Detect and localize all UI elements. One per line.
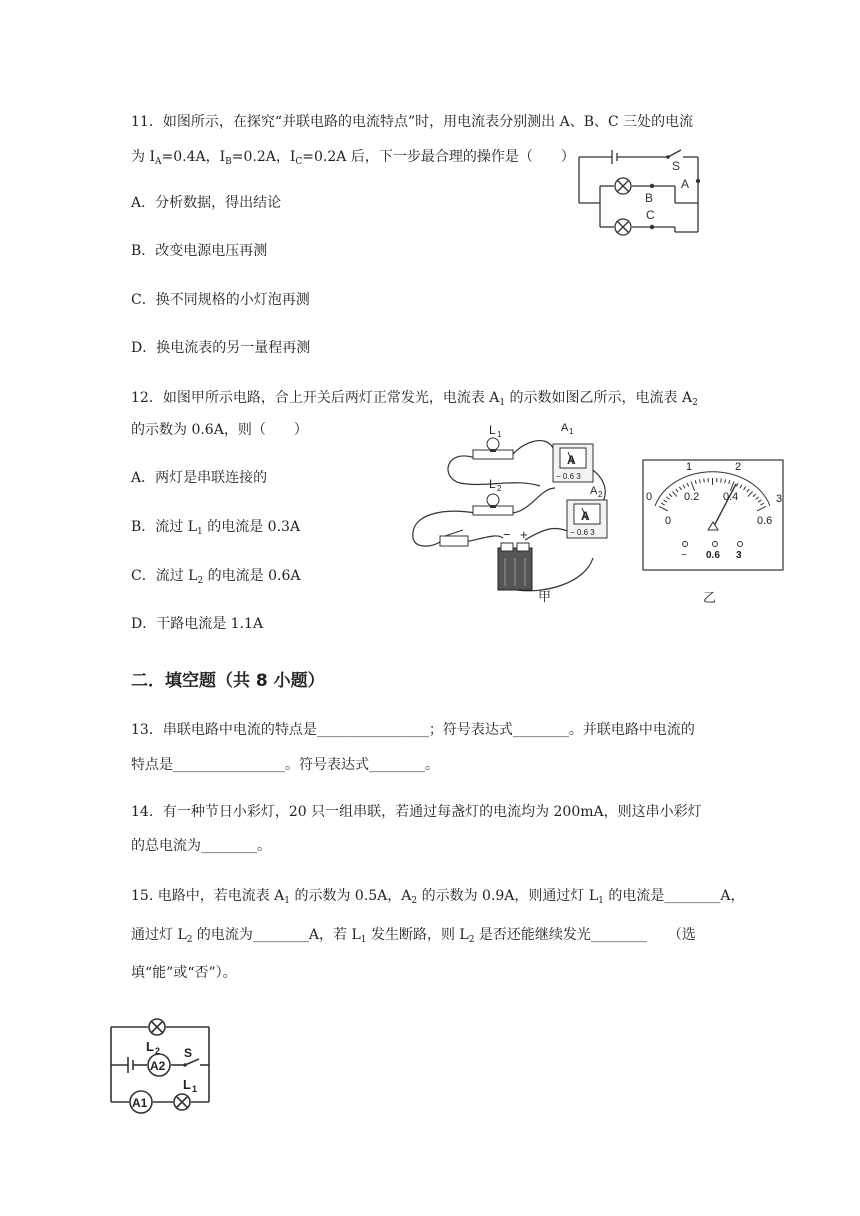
svg-text:0: 0 <box>646 491 653 503</box>
q11-stem-line2: 为 $I_A=0.4A$，$I_B=0.2A$，$I_C=0.2A$ 后，下一步最合理的操作是（ ） <box>131 149 575 167</box>
q14-line2: 的总电流为________。 <box>131 838 271 854</box>
svg-text:1: 1 <box>569 427 574 436</box>
q12-figure-yi <box>640 456 790 606</box>
svg-text:A: A <box>561 422 569 434</box>
q11-label-a: A <box>681 177 690 191</box>
q12-option-a: A．两灯是串联连接的 <box>131 470 268 486</box>
svg-text:0.6: 0.6 <box>706 550 720 561</box>
svg-text:L: L <box>489 423 496 437</box>
dial-tick <box>721 479 722 483</box>
svg-text:2: 2 <box>598 490 603 499</box>
q11-option-a: A．分析数据，得出结论 <box>131 195 282 211</box>
q15-circuit-diagram <box>103 1015 223 1120</box>
svg-text:A: A <box>590 485 598 497</box>
q13-line1: 13．串联电路中电流的特点是________________；符号表达式________。并联电路中电流的 <box>131 722 695 738</box>
battery-icon <box>498 543 532 590</box>
svg-text:0.2: 0.2 <box>684 491 700 503</box>
svg-text:+: + <box>520 527 528 542</box>
figure-yi-caption: 乙 <box>703 590 717 605</box>
q12-option-b: B．流过 $L_1$ 的电流是 0.3A <box>131 519 301 537</box>
svg-text:A: A <box>581 509 590 523</box>
q11-option-d: D．换电流表的另一量程再测 <box>131 340 311 356</box>
q11-stem-line1: 11．如图所示，在探究“并联电路的电流特点”时，用电流表分别测出 A、B、C 三处的电流 <box>131 114 694 130</box>
svg-text:S: S <box>184 1046 193 1060</box>
bulb-l1-icon <box>473 438 513 459</box>
svg-text:1: 1 <box>686 461 693 473</box>
svg-text:A: A <box>567 453 576 467</box>
q12-option-c: C．流过 $L_2$ 的电流是 0.6A <box>131 568 301 586</box>
svg-text:2: 2 <box>497 484 502 493</box>
q13-line2: 特点是________________。符号表达式________。 <box>131 757 439 773</box>
figure-jia-caption: 甲 <box>538 589 552 604</box>
svg-text:3: 3 <box>776 493 783 505</box>
q12-stem-line2: 的示数为 0.6A，则（ ） <box>131 422 308 438</box>
q11-label-b: B <box>645 191 654 205</box>
dial-tick <box>704 479 705 483</box>
svg-text:3: 3 <box>736 550 742 561</box>
svg-text:A2: A2 <box>150 1059 166 1073</box>
svg-text:0.4: 0.4 <box>723 491 739 503</box>
q11-option-b: B．改变电源电压再测 <box>131 243 268 259</box>
q11-label-c: C <box>646 208 655 222</box>
q12-option-d: D．干路电流是 1.1A <box>131 616 264 632</box>
svg-text:L: L <box>489 477 496 491</box>
q15-line3: 填“能”或“否”）。 <box>131 965 237 981</box>
q14-line1: 14．有一种节日小彩灯，20 只一组串联，若通过每盏灯的电流均为 200mA，则这串小彩灯 <box>131 804 702 820</box>
switch-icon <box>440 530 468 546</box>
svg-text:2: 2 <box>735 461 742 473</box>
svg-text:0: 0 <box>665 515 672 527</box>
svg-text:1: 1 <box>497 430 502 439</box>
section-heading: 二．填空题（共 8 小题） <box>131 671 325 691</box>
q11-circuit-diagram <box>570 140 710 240</box>
svg-text:− 0.6 3: − 0.6 3 <box>556 472 581 481</box>
q15-line2: 通过灯 $L_2$ 的电流为________A，若 $L_1$ 发生断路，则 $L_2$ 是否还能继续发光________ （选 <box>131 927 696 945</box>
svg-text:L: L <box>146 1039 154 1054</box>
bulb-l2-icon <box>473 494 513 515</box>
q11-label-s: S <box>672 159 681 173</box>
svg-text:− 0.6 3: − 0.6 3 <box>570 528 595 537</box>
svg-text:−: − <box>503 527 511 542</box>
q12-stem-line1: 12．如图甲所示电路，合上开关后两灯正常发光，电流表 $A_1$ 的示数如图乙所示，电流表 $A_2$ <box>131 390 698 408</box>
svg-text:2: 2 <box>155 1046 161 1056</box>
svg-text:A1: A1 <box>132 1096 148 1110</box>
svg-text:0.6: 0.6 <box>757 515 773 527</box>
svg-text:L: L <box>183 1077 191 1092</box>
q11-option-c: C．换不同规格的小灯泡再测 <box>131 292 310 308</box>
q15-line1: 15. 电路中，若电流表 $A_1$ 的示数为 0.5A，$A_2$ 的示数为 0.9A，则通过灯 $L_1$ 的电流是________A， <box>131 888 745 906</box>
svg-text:−: − <box>681 550 687 561</box>
svg-text:1: 1 <box>192 1084 198 1094</box>
q12-figure-jia <box>405 418 625 608</box>
